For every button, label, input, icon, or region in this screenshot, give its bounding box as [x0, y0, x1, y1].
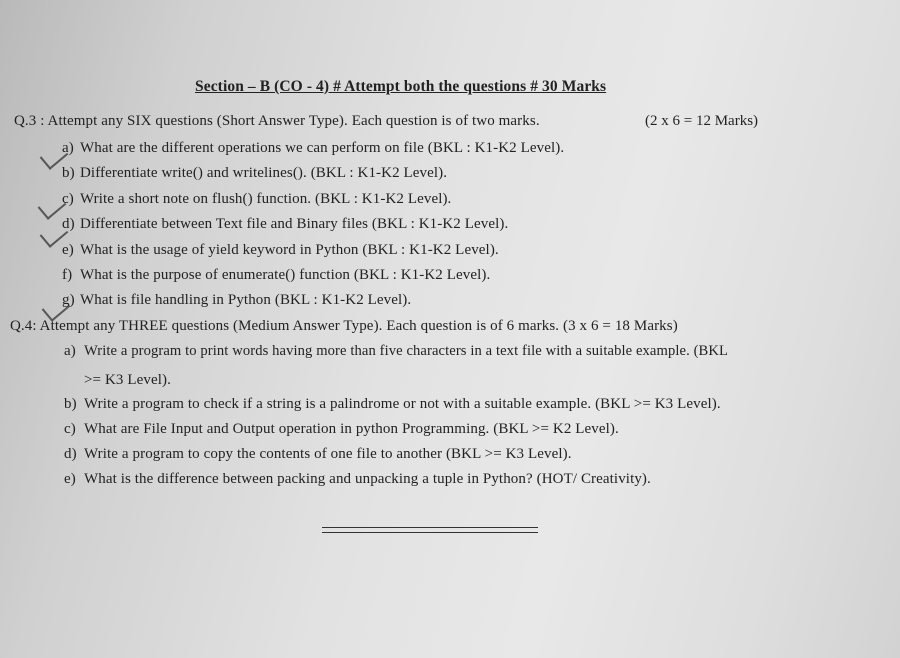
- end-rule-bottom: [322, 532, 538, 533]
- q3-item-d-label: d): [62, 216, 75, 232]
- q3-item-g-text: What is file handling in Python (BKL : K1-K2 Level).: [80, 292, 412, 308]
- q4-item-b-text: Write a program to check if a string is a palindrome or not with a suitable example. (BKL >= K3 Level).: [84, 396, 721, 412]
- q3-item-e-text: What is the usage of yield keyword in Python (BKL : K1-K2 Level).: [80, 242, 499, 258]
- q4-item-c-label: c): [64, 421, 76, 437]
- q3-item-f-label: f): [62, 267, 73, 283]
- end-rule-top: [322, 527, 538, 528]
- q3-item-c-label: c): [62, 191, 74, 207]
- q3-item-d-text: Differentiate between Text file and Binary files (BKL : K1-K2 Level).: [80, 216, 509, 232]
- q3-item-b-label: b): [62, 165, 75, 181]
- q4-item-b-label: b): [64, 396, 77, 412]
- q3-item-a-label: a): [62, 140, 74, 156]
- q4-instruction: Q.4: Attempt any THREE questions (Medium Answer Type). Each question is of 6 marks. (3 x 6 = 18 Marks): [10, 318, 678, 334]
- q4-item-a-text: Write a program to print words having more than five characters in a text file with a suitable example. (BKL: [84, 343, 729, 359]
- q4-item-c-text: What are File Input and Output operation in python Programming. (BKL >= K2 Level).: [84, 421, 619, 437]
- q4-item-a-label: a): [64, 343, 76, 359]
- q3-marks: (2 x 6 = 12 Marks): [645, 113, 759, 129]
- section-heading: Section – B (CO - 4) # Attempt both the questions # 30 Marks: [195, 78, 607, 95]
- q4-item-e-text: What is the difference between packing and unpacking a tuple in Python? (HOT/ Creativity).: [84, 471, 651, 487]
- q3-item-b-text: Differentiate write() and writelines(). (BKL : K1-K2 Level).: [80, 165, 448, 181]
- q4-item-d-text: Write a program to copy the contents of one file to another (BKL >= K3 Level).: [84, 446, 572, 462]
- q4-item-d-label: d): [64, 446, 77, 462]
- q4-item-e-label: e): [64, 471, 76, 487]
- q3-item-f-text: What is the purpose of enumerate() function (BKL : K1-K2 Level).: [80, 267, 491, 283]
- q3-item-g-label: g): [62, 292, 75, 308]
- q3-item-e-label: e): [62, 242, 74, 258]
- q3-item-a-text: What are the different operations we can perform on file (BKL : K1-K2 Level).: [80, 140, 565, 156]
- q3-item-c-text: Write a short note on flush() function. (BKL : K1-K2 Level).: [80, 191, 452, 207]
- q4-item-a-continuation: >= K3 Level).: [84, 372, 171, 388]
- q3-instruction: Q.3 : Attempt any SIX questions (Short Answer Type). Each question is of two marks.: [14, 113, 540, 129]
